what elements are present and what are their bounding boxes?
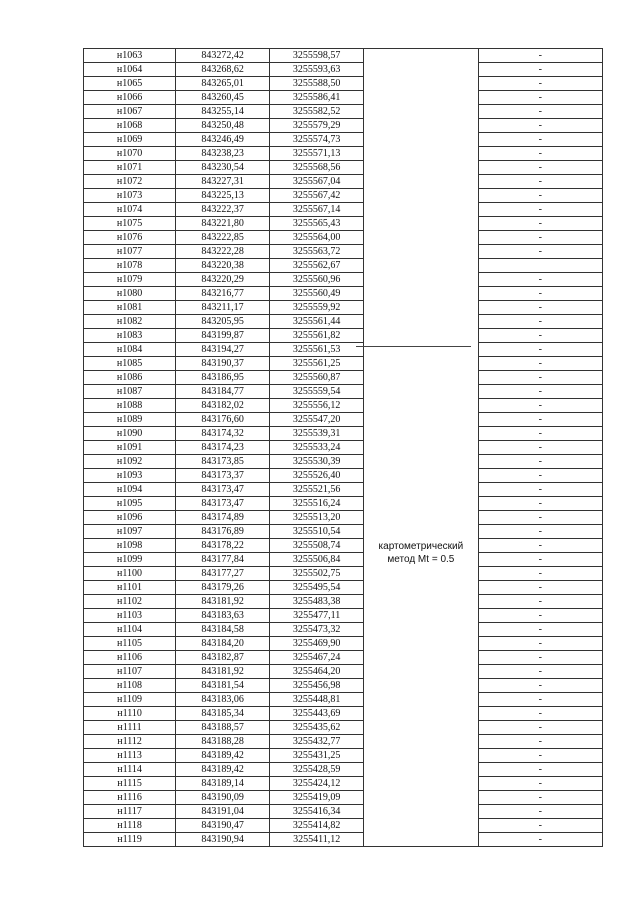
table-row	[84, 497, 603, 511]
table-row	[84, 91, 603, 105]
accuracy-note-cell: -	[478, 791, 602, 805]
x-coordinate-cell: 843272,42	[176, 49, 270, 63]
x-coordinate-cell: 843177,84	[176, 553, 270, 567]
y-coordinate-cell: 3255565,43	[270, 217, 364, 231]
y-coordinate-cell: 3255432,77	[270, 735, 364, 749]
x-coordinate-cell: 843181,92	[176, 665, 270, 679]
point-id-cell: н1107	[84, 665, 176, 679]
table-row	[84, 371, 603, 385]
table-row	[84, 175, 603, 189]
x-coordinate-cell: 843188,28	[176, 735, 270, 749]
accuracy-note-cell: -	[478, 539, 602, 553]
accuracy-note-cell: -	[478, 49, 602, 63]
x-coordinate-cell: 843174,89	[176, 511, 270, 525]
y-coordinate-cell: 3255477,11	[270, 609, 364, 623]
x-coordinate-cell: 843227,31	[176, 175, 270, 189]
y-coordinate-cell: 3255562,67	[270, 259, 364, 273]
point-id-cell: н1080	[84, 287, 176, 301]
table-row	[84, 287, 603, 301]
accuracy-note-cell: -	[478, 665, 602, 679]
table-row	[84, 329, 603, 343]
accuracy-note-cell: -	[478, 231, 602, 245]
x-coordinate-cell: 843176,89	[176, 525, 270, 539]
table-row	[84, 427, 603, 441]
table-row	[84, 49, 603, 63]
point-id-cell: н1096	[84, 511, 176, 525]
table-row	[84, 63, 603, 77]
point-id-cell: н1095	[84, 497, 176, 511]
y-coordinate-cell: 3255456,98	[270, 679, 364, 693]
method-line-1: картометрический	[378, 540, 464, 552]
x-coordinate-cell: 843173,37	[176, 469, 270, 483]
accuracy-note-cell: -	[478, 245, 602, 259]
table-row	[84, 833, 603, 847]
point-id-cell: н1097	[84, 525, 176, 539]
accuracy-note-cell: -	[478, 553, 602, 567]
point-id-cell: н1116	[84, 791, 176, 805]
y-coordinate-cell: 3255574,73	[270, 133, 364, 147]
y-coordinate-cell: 3255473,32	[270, 623, 364, 637]
accuracy-note-cell: -	[478, 161, 602, 175]
point-id-cell: н1074	[84, 203, 176, 217]
table-row	[84, 595, 603, 609]
y-coordinate-cell: 3255424,12	[270, 777, 364, 791]
table-row	[84, 805, 603, 819]
accuracy-note-cell: -	[478, 329, 602, 343]
point-id-cell: н1077	[84, 245, 176, 259]
table-row	[84, 161, 603, 175]
y-coordinate-cell: 3255598,57	[270, 49, 364, 63]
x-coordinate-cell: 843184,77	[176, 385, 270, 399]
table-row	[84, 133, 603, 147]
table-row	[84, 777, 603, 791]
x-coordinate-cell: 843238,23	[176, 147, 270, 161]
point-id-cell: н1119	[84, 833, 176, 847]
x-coordinate-cell: 843225,13	[176, 189, 270, 203]
x-coordinate-cell: 843199,87	[176, 329, 270, 343]
y-coordinate-cell: 3255547,20	[270, 413, 364, 427]
accuracy-note-cell: -	[478, 819, 602, 833]
x-coordinate-cell: 843190,09	[176, 791, 270, 805]
table-row	[84, 553, 603, 567]
point-id-cell: н1093	[84, 469, 176, 483]
accuracy-note-cell: -	[478, 371, 602, 385]
point-id-cell: н1114	[84, 763, 176, 777]
x-coordinate-cell: 843174,23	[176, 441, 270, 455]
table-row	[84, 749, 603, 763]
point-id-cell: н1065	[84, 77, 176, 91]
point-id-cell: н1078	[84, 259, 176, 273]
y-coordinate-cell: 3255428,59	[270, 763, 364, 777]
table-row	[84, 455, 603, 469]
accuracy-note-cell: -	[478, 749, 602, 763]
y-coordinate-cell: 3255464,20	[270, 665, 364, 679]
y-coordinate-cell: 3255567,42	[270, 189, 364, 203]
table-row	[84, 105, 603, 119]
accuracy-note-cell: -	[478, 273, 602, 287]
accuracy-note-cell: -	[478, 707, 602, 721]
table-row	[84, 273, 603, 287]
y-coordinate-cell: 3255526,40	[270, 469, 364, 483]
y-coordinate-cell: 3255533,24	[270, 441, 364, 455]
point-id-cell: н1115	[84, 777, 176, 791]
y-coordinate-cell: 3255579,29	[270, 119, 364, 133]
x-coordinate-cell: 843184,58	[176, 623, 270, 637]
point-id-cell: н1109	[84, 693, 176, 707]
x-coordinate-cell: 843220,29	[176, 273, 270, 287]
y-coordinate-cell: 3255431,25	[270, 749, 364, 763]
table-row	[84, 525, 603, 539]
x-coordinate-cell: 843189,14	[176, 777, 270, 791]
y-coordinate-cell: 3255559,92	[270, 301, 364, 315]
table-row	[84, 707, 603, 721]
accuracy-note-cell: -	[478, 721, 602, 735]
point-id-cell: н1063	[84, 49, 176, 63]
accuracy-note-cell	[478, 259, 602, 273]
y-coordinate-cell: 3255588,50	[270, 77, 364, 91]
point-id-cell: н1102	[84, 595, 176, 609]
accuracy-note-cell: -	[478, 399, 602, 413]
x-coordinate-cell: 843190,94	[176, 833, 270, 847]
point-id-cell: н1073	[84, 189, 176, 203]
x-coordinate-cell: 843221,80	[176, 217, 270, 231]
point-id-cell: н1076	[84, 231, 176, 245]
point-id-cell: н1089	[84, 413, 176, 427]
point-id-cell: н1067	[84, 105, 176, 119]
point-id-cell: н1101	[84, 581, 176, 595]
method-cell	[364, 49, 478, 847]
point-id-cell: н1104	[84, 623, 176, 637]
x-coordinate-cell: 843222,37	[176, 203, 270, 217]
y-coordinate-cell: 3255559,54	[270, 385, 364, 399]
y-coordinate-cell: 3255561,44	[270, 315, 364, 329]
x-coordinate-cell: 843216,77	[176, 287, 270, 301]
accuracy-note-cell: -	[478, 581, 602, 595]
y-coordinate-cell: 3255416,34	[270, 805, 364, 819]
accuracy-note-cell: -	[478, 777, 602, 791]
point-id-cell: н1088	[84, 399, 176, 413]
point-id-cell: н1100	[84, 567, 176, 581]
accuracy-note-cell: -	[478, 217, 602, 231]
method-line-2: метод Mt = 0.5	[387, 553, 455, 565]
point-id-cell: н1110	[84, 707, 176, 721]
x-coordinate-cell: 843176,60	[176, 413, 270, 427]
x-coordinate-cell: 843222,85	[176, 231, 270, 245]
table-row	[84, 763, 603, 777]
table-row	[84, 203, 603, 217]
x-coordinate-cell: 843230,54	[176, 161, 270, 175]
table-row	[84, 245, 603, 259]
x-coordinate-cell: 843181,54	[176, 679, 270, 693]
point-id-cell: н1118	[84, 819, 176, 833]
accuracy-note-cell: -	[478, 833, 602, 847]
point-id-cell: н1064	[84, 63, 176, 77]
point-id-cell: н1081	[84, 301, 176, 315]
x-coordinate-cell: 843182,02	[176, 399, 270, 413]
point-id-cell: н1091	[84, 441, 176, 455]
x-coordinate-cell: 843191,04	[176, 805, 270, 819]
accuracy-note-cell: -	[478, 77, 602, 91]
accuracy-note-cell: -	[478, 651, 602, 665]
table-row	[84, 651, 603, 665]
x-coordinate-cell: 843174,32	[176, 427, 270, 441]
point-id-cell: н1086	[84, 371, 176, 385]
scan-line-artifact	[356, 346, 471, 347]
accuracy-note-cell: -	[478, 147, 602, 161]
point-id-cell: н1072	[84, 175, 176, 189]
y-coordinate-cell: 3255508,74	[270, 539, 364, 553]
point-id-cell: н1079	[84, 273, 176, 287]
x-coordinate-cell: 843183,06	[176, 693, 270, 707]
point-id-cell: н1075	[84, 217, 176, 231]
y-coordinate-cell: 3255467,24	[270, 651, 364, 665]
x-coordinate-cell: 843185,34	[176, 707, 270, 721]
point-id-cell: н1112	[84, 735, 176, 749]
y-coordinate-cell: 3255582,52	[270, 105, 364, 119]
x-coordinate-cell: 843260,45	[176, 91, 270, 105]
y-coordinate-cell: 3255567,14	[270, 203, 364, 217]
point-id-cell: н1085	[84, 357, 176, 371]
y-coordinate-cell: 3255495,54	[270, 581, 364, 595]
x-coordinate-cell: 843177,27	[176, 567, 270, 581]
y-coordinate-cell: 3255561,25	[270, 357, 364, 371]
table-row	[84, 301, 603, 315]
point-id-cell: н1111	[84, 721, 176, 735]
table-row	[84, 385, 603, 399]
accuracy-note-cell: -	[478, 735, 602, 749]
table-row	[84, 735, 603, 749]
y-coordinate-cell: 3255539,31	[270, 427, 364, 441]
accuracy-note-cell: -	[478, 441, 602, 455]
point-id-cell: н1108	[84, 679, 176, 693]
point-id-cell: н1068	[84, 119, 176, 133]
accuracy-note-cell: -	[478, 119, 602, 133]
point-id-cell: н1106	[84, 651, 176, 665]
x-coordinate-cell: 843190,47	[176, 819, 270, 833]
table-row	[84, 581, 603, 595]
table-row	[84, 609, 603, 623]
table-row	[84, 259, 603, 273]
y-coordinate-cell: 3255586,41	[270, 91, 364, 105]
y-coordinate-cell: 3255411,12	[270, 833, 364, 847]
x-coordinate-cell: 843250,48	[176, 119, 270, 133]
accuracy-note-cell: -	[478, 315, 602, 329]
x-coordinate-cell: 843194,27	[176, 343, 270, 357]
accuracy-note-cell: -	[478, 133, 602, 147]
point-id-cell: н1069	[84, 133, 176, 147]
y-coordinate-cell: 3255506,84	[270, 553, 364, 567]
y-coordinate-cell: 3255556,12	[270, 399, 364, 413]
point-id-cell: н1070	[84, 147, 176, 161]
accuracy-note-cell: -	[478, 497, 602, 511]
y-coordinate-cell: 3255593,63	[270, 63, 364, 77]
y-coordinate-cell: 3255568,56	[270, 161, 364, 175]
method-text	[364, 540, 477, 566]
y-coordinate-cell: 3255414,82	[270, 819, 364, 833]
accuracy-note-cell: -	[478, 427, 602, 441]
table-row	[84, 413, 603, 427]
y-coordinate-cell: 3255561,82	[270, 329, 364, 343]
y-coordinate-cell: 3255483,38	[270, 595, 364, 609]
x-coordinate-cell: 843179,26	[176, 581, 270, 595]
point-id-cell: н1105	[84, 637, 176, 651]
y-coordinate-cell: 3255435,62	[270, 721, 364, 735]
table-row	[84, 623, 603, 637]
accuracy-note-cell: -	[478, 693, 602, 707]
x-coordinate-cell: 843190,37	[176, 357, 270, 371]
point-id-cell: н1090	[84, 427, 176, 441]
table-row	[84, 721, 603, 735]
x-coordinate-cell: 843178,22	[176, 539, 270, 553]
y-coordinate-cell: 3255502,75	[270, 567, 364, 581]
table-row	[84, 483, 603, 497]
table-row	[84, 343, 603, 357]
y-coordinate-cell: 3255560,96	[270, 273, 364, 287]
table-row	[84, 567, 603, 581]
x-coordinate-cell: 843173,47	[176, 483, 270, 497]
table-row	[84, 679, 603, 693]
y-coordinate-cell: 3255443,69	[270, 707, 364, 721]
accuracy-note-cell: -	[478, 637, 602, 651]
table-row	[84, 217, 603, 231]
x-coordinate-cell: 843222,28	[176, 245, 270, 259]
accuracy-note-cell: -	[478, 469, 602, 483]
accuracy-note-cell: -	[478, 63, 602, 77]
accuracy-note-cell: -	[478, 189, 602, 203]
y-coordinate-cell: 3255530,39	[270, 455, 364, 469]
accuracy-note-cell: -	[478, 483, 602, 497]
x-coordinate-cell: 843186,95	[176, 371, 270, 385]
x-coordinate-cell: 843211,17	[176, 301, 270, 315]
table-row	[84, 791, 603, 805]
table-row	[84, 147, 603, 161]
point-id-cell: н1083	[84, 329, 176, 343]
y-coordinate-cell: 3255419,09	[270, 791, 364, 805]
table-row	[84, 819, 603, 833]
x-coordinate-cell: 843268,62	[176, 63, 270, 77]
y-coordinate-cell: 3255567,04	[270, 175, 364, 189]
x-coordinate-cell: 843205,95	[176, 315, 270, 329]
point-id-cell: н1071	[84, 161, 176, 175]
accuracy-note-cell: -	[478, 357, 602, 371]
accuracy-note-cell: -	[478, 287, 602, 301]
y-coordinate-cell: 3255513,20	[270, 511, 364, 525]
y-coordinate-cell: 3255521,56	[270, 483, 364, 497]
x-coordinate-cell: 843255,14	[176, 105, 270, 119]
point-id-cell: н1103	[84, 609, 176, 623]
point-id-cell: н1087	[84, 385, 176, 399]
accuracy-note-cell: -	[478, 343, 602, 357]
y-coordinate-cell: 3255571,13	[270, 147, 364, 161]
x-coordinate-cell: 843173,47	[176, 497, 270, 511]
point-id-cell: н1117	[84, 805, 176, 819]
accuracy-note-cell: -	[478, 175, 602, 189]
table-row	[84, 231, 603, 245]
x-coordinate-cell: 843183,63	[176, 609, 270, 623]
x-coordinate-cell: 843184,20	[176, 637, 270, 651]
table-row	[84, 315, 603, 329]
point-id-cell: н1084	[84, 343, 176, 357]
y-coordinate-cell: 3255469,90	[270, 637, 364, 651]
x-coordinate-cell: 843265,01	[176, 77, 270, 91]
accuracy-note-cell: -	[478, 609, 602, 623]
table-row	[84, 665, 603, 679]
y-coordinate-cell: 3255560,49	[270, 287, 364, 301]
y-coordinate-cell: 3255564,00	[270, 231, 364, 245]
accuracy-note-cell: -	[478, 91, 602, 105]
y-coordinate-cell: 3255563,72	[270, 245, 364, 259]
table-row	[84, 119, 603, 133]
point-id-cell: н1098	[84, 539, 176, 553]
point-id-cell: н1082	[84, 315, 176, 329]
table-row	[84, 539, 603, 553]
accuracy-note-cell: -	[478, 525, 602, 539]
accuracy-note-cell: -	[478, 805, 602, 819]
x-coordinate-cell: 843182,87	[176, 651, 270, 665]
y-coordinate-cell: 3255448,81	[270, 693, 364, 707]
y-coordinate-cell: 3255510,54	[270, 525, 364, 539]
accuracy-note-cell: -	[478, 301, 602, 315]
table-row	[84, 357, 603, 371]
accuracy-note-cell: -	[478, 385, 602, 399]
y-coordinate-cell: 3255560,87	[270, 371, 364, 385]
accuracy-note-cell: -	[478, 203, 602, 217]
accuracy-note-cell: -	[478, 595, 602, 609]
table-row	[84, 441, 603, 455]
table-row	[84, 693, 603, 707]
point-id-cell: н1094	[84, 483, 176, 497]
x-coordinate-cell: 843189,42	[176, 763, 270, 777]
accuracy-note-cell: -	[478, 511, 602, 525]
accuracy-note-cell: -	[478, 413, 602, 427]
accuracy-note-cell: -	[478, 623, 602, 637]
y-coordinate-cell: 3255561,53	[270, 343, 364, 357]
x-coordinate-cell: 843181,92	[176, 595, 270, 609]
accuracy-note-cell: -	[478, 567, 602, 581]
table-row	[84, 637, 603, 651]
y-coordinate-cell: 3255516,24	[270, 497, 364, 511]
point-id-cell: н1066	[84, 91, 176, 105]
coordinates-table	[83, 48, 603, 847]
x-coordinate-cell: 843173,85	[176, 455, 270, 469]
table-row	[84, 399, 603, 413]
table-row	[84, 469, 603, 483]
point-id-cell: н1092	[84, 455, 176, 469]
table-row	[84, 77, 603, 91]
x-coordinate-cell: 843189,42	[176, 749, 270, 763]
point-id-cell: н1113	[84, 749, 176, 763]
x-coordinate-cell: 843220,38	[176, 259, 270, 273]
x-coordinate-cell: 843246,49	[176, 133, 270, 147]
point-id-cell: н1099	[84, 553, 176, 567]
accuracy-note-cell: -	[478, 455, 602, 469]
accuracy-note-cell: -	[478, 679, 602, 693]
coordinates-table-body	[84, 49, 603, 847]
x-coordinate-cell: 843188,57	[176, 721, 270, 735]
accuracy-note-cell: -	[478, 105, 602, 119]
accuracy-note-cell: -	[478, 763, 602, 777]
table-row	[84, 189, 603, 203]
table-row	[84, 511, 603, 525]
